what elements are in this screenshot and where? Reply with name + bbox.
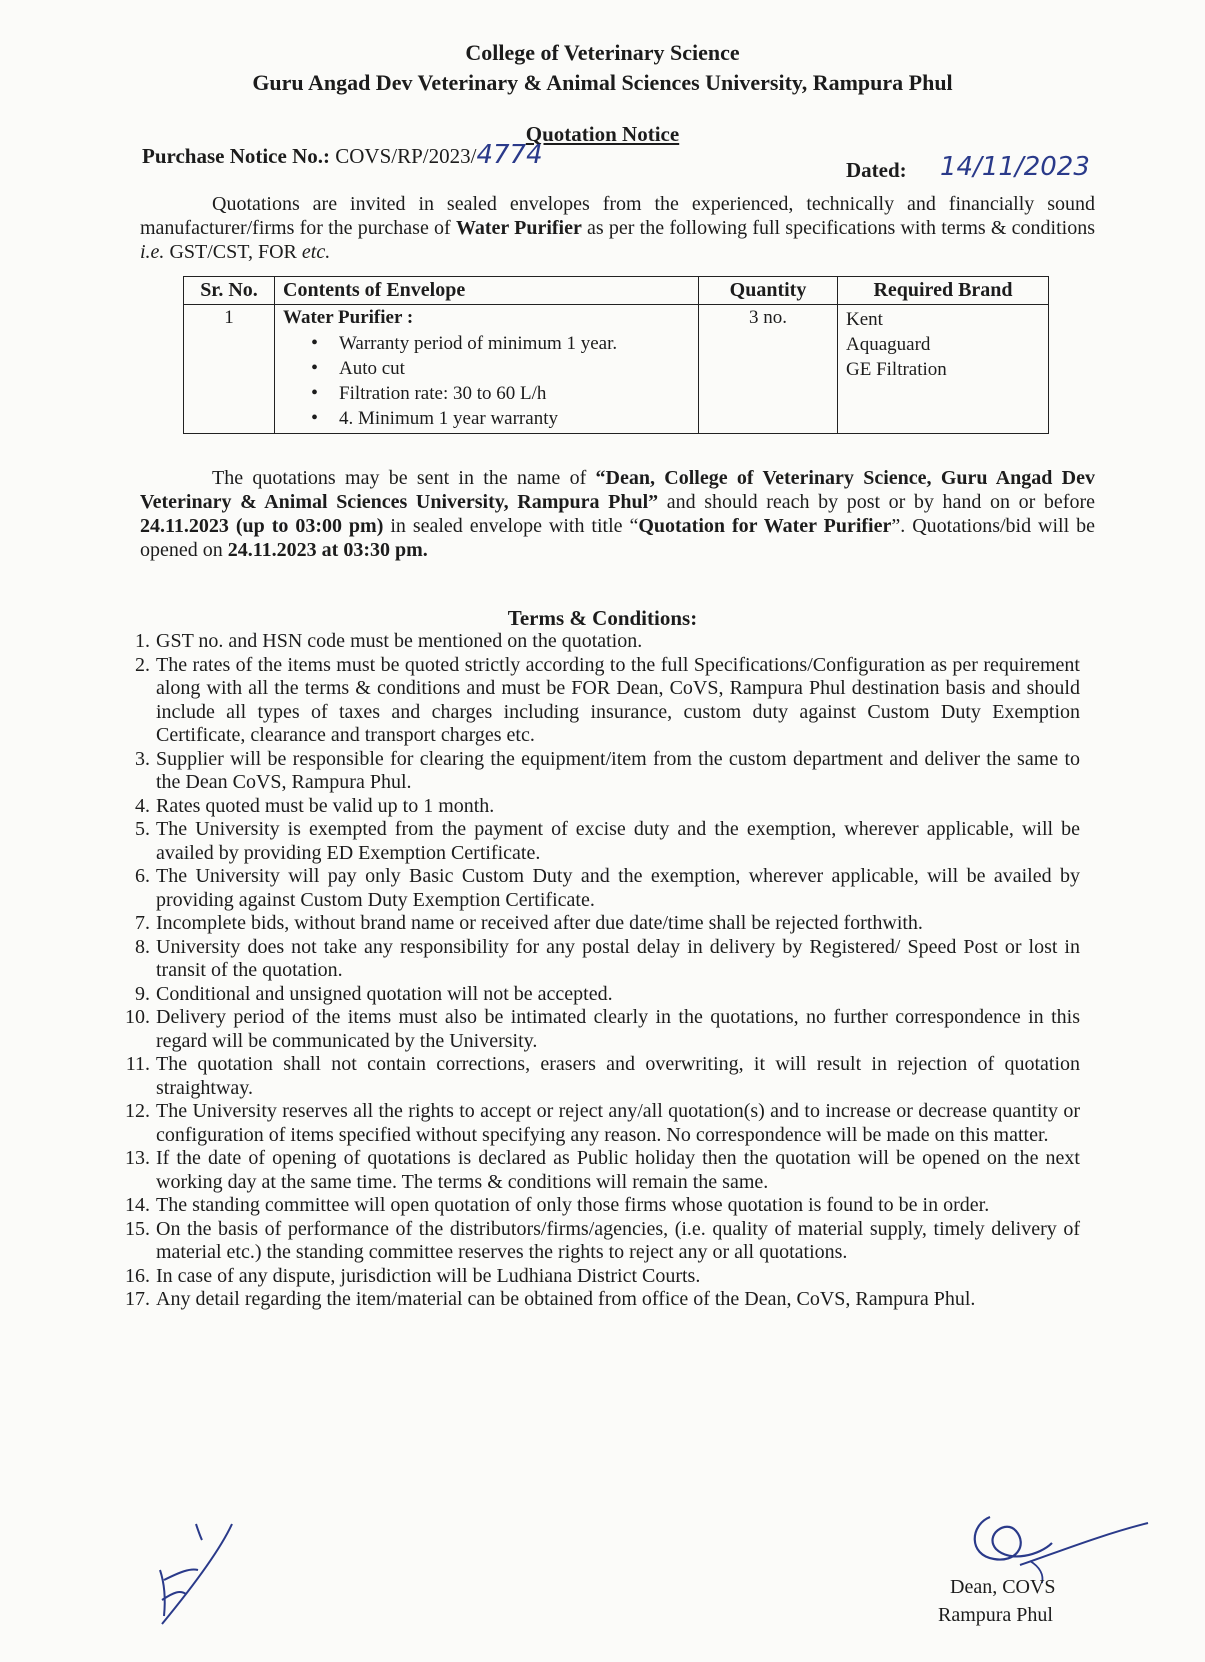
instr-text: and should reach by post or by hand on or before — [658, 491, 1095, 513]
term-item — [120, 936, 1080, 983]
term-number: 14. — [125, 1194, 150, 1216]
term-text: Rates quoted must be valid up to 1 month. — [156, 794, 495, 817]
term-item — [120, 1288, 1080, 1312]
notice-title: Quotation Notice — [525, 122, 680, 146]
term-text: Any detail regarding the item/material can be obtained from office of the Dean, CoVS, Rampura Phul. — [156, 1288, 976, 1310]
term-item — [120, 818, 1080, 865]
terms-list — [120, 630, 1080, 1312]
instr-text: ”. Quotations/bid will be opened on — [140, 515, 1095, 561]
instr-envelope-title: Quotation for Water Purifier — [638, 515, 892, 537]
header-contents: Contents of Envelope — [275, 277, 699, 305]
term-text: Conditional and unsigned quotation will not be accepted. — [156, 982, 613, 1005]
spec-item: • Warranty period of minimum 1 year. — [311, 331, 690, 356]
spec-list — [283, 331, 690, 431]
instr-addressee: “Dean, College of Veterinary Science, Guru Angad Dev Veterinary & Animal Sciences University, Rampura Phul” — [140, 467, 1095, 513]
term-number: 17. — [125, 1288, 150, 1310]
term-number: 12. — [125, 1100, 150, 1122]
term-number: 6. — [135, 865, 150, 887]
term-text: Delivery period of the items must also be intimated clearly in the quotations, no further correspondence in this regard will be communicated by the University. — [156, 1006, 1080, 1052]
brand-item: Aquaguard — [846, 334, 931, 355]
signatory-title: Dean, COVS — [950, 1576, 1056, 1598]
purchase-notice-label: Purchase Notice No.: — [142, 144, 330, 168]
term-number: 11. — [125, 1053, 150, 1075]
term-item — [120, 654, 1080, 748]
intro-text: Quotations are invited in sealed envelopes from the experienced, technically and financially sound manufacturer/firms for the purchase of — [140, 193, 1095, 239]
term-number: 1. — [135, 630, 150, 652]
intro-ie: i.e. — [140, 241, 165, 263]
term-item — [120, 1194, 1080, 1218]
term-number: 3. — [135, 747, 150, 770]
term-item — [120, 1147, 1080, 1194]
term-number: 9. — [135, 982, 150, 1005]
instr-text: in sealed envelope with title “ — [383, 515, 639, 537]
term-item — [120, 1218, 1080, 1265]
term-text: The standing committee will open quotation of only those firms whose quotation is found to be in order. — [156, 1194, 990, 1216]
term-number: 4. — [135, 794, 150, 817]
terms-title: Terms & Conditions: — [507, 606, 698, 630]
term-text: GST no. and HSN code must be mentioned on the quotation. — [156, 630, 643, 652]
term-item — [120, 865, 1080, 912]
dated-handwritten-value: 14/11/2023 — [940, 152, 1090, 182]
term-item — [120, 1265, 1080, 1289]
spec-item: • Auto cut — [311, 356, 690, 381]
instr-text: The quotations may be sent in the name of — [212, 467, 596, 489]
header-required-brand: Required Brand — [838, 277, 1049, 305]
intro-tail: GST/CST, FOR — [164, 241, 302, 263]
term-item — [120, 983, 1080, 1007]
dated-label: Dated: — [846, 158, 907, 182]
brand-item: GE Filtration — [846, 359, 947, 380]
cell-contents — [275, 305, 699, 434]
purchase-notice-handwritten-number: 4774 — [476, 140, 543, 170]
term-item — [120, 1100, 1080, 1147]
intro-text-2: as per the following full specifications with terms & conditions — [581, 217, 1095, 239]
table-header-row — [184, 277, 1049, 305]
term-text: If the date of opening of quotations is declared as Public holiday then the quotation will be opened on the next working day at the same time. The terms & conditions will remain the same. — [156, 1147, 1080, 1193]
cell-sr-no: 1 — [184, 305, 275, 434]
term-number: 5. — [135, 818, 150, 840]
term-text: The University will pay only Basic Custom Duty and the exemption, wherever applicable, will be availed by providing against Custom Duty Exemption Certificate. — [156, 865, 1080, 911]
purchase-notice-prefix: COVS/RP/2023/ — [335, 144, 477, 168]
term-text: The quotation shall not contain corrections, erasers and overwriting, it will result in rejection of quotation straightway. — [156, 1053, 1080, 1099]
term-text: In case of any dispute, jurisdiction will be Ludhiana District Courts. — [156, 1264, 701, 1287]
spec-item: • 4. Minimum 1 year warranty — [311, 406, 690, 431]
term-item — [120, 1006, 1080, 1053]
term-text: The rates of the items must be quoted strictly according to the full Specifications/Configuration as per requirement along with all the terms & conditions and must be FOR Dean, CoVS, Rampura Phul destination basis and should include all types of taxes and charges including insurance, custom duty against Custom Duty Exemption Certificate, clearance and transport charges etc. — [156, 653, 1080, 746]
cell-brands — [838, 305, 1049, 434]
term-number: 10. — [125, 1006, 150, 1028]
term-text: The University reserves all the rights to accept or reject any/all quotation(s) and to increase or decrease quantity or configuration of items specified without specifying any reason. No correspondence will be made on this matter. — [156, 1100, 1080, 1146]
term-number: 2. — [135, 653, 150, 676]
term-number: 8. — [135, 935, 150, 958]
intro-item: Water Purifier — [455, 217, 582, 239]
term-text: Incomplete bids, without brand name or received after due date/time shall be rejected forthwith. — [156, 912, 923, 934]
term-item — [120, 748, 1080, 795]
term-text: On the basis of performance of the distributors/firms/agencies, (i.e. quality of material supply, timely delivery of material etc.) the standing committee reserves the rights to reject any or all quotations. — [156, 1217, 1080, 1263]
term-text: The University is exempted from the payment of excise duty and the exemption, wherever applicable, will be availed by providing ED Exemption Certificate. — [156, 818, 1080, 864]
term-number: 13. — [125, 1147, 150, 1169]
spec-item: • Filtration rate: 30 to 60 L/h — [311, 381, 690, 406]
college-name: College of Veterinary Science — [465, 40, 740, 65]
term-item — [120, 1053, 1080, 1100]
term-text: Supplier will be responsible for clearing the equipment/item from the custom department and deliver the same to the Dean CoVS, Rampura Phul. — [156, 747, 1080, 793]
term-text: University does not take any responsibility for any postal delay in delivery by Registered/ Speed Post or lost in transit of the quotation. — [156, 935, 1080, 981]
term-item — [120, 795, 1080, 819]
instr-deadline: 24.11.2023 (up to 03:00 pm) — [140, 515, 384, 537]
initials-signature — [150, 1520, 240, 1630]
term-item — [120, 912, 1080, 936]
intro-paragraph — [140, 192, 1095, 264]
instructions-paragraph — [140, 466, 1095, 562]
instr-opening-time: 24.11.2023 at 03:30 pm. — [227, 539, 428, 561]
header-sr-no: Sr. No. — [184, 277, 275, 305]
cell-quantity: 3 no. — [699, 305, 838, 434]
term-number: 15. — [125, 1217, 150, 1240]
term-item — [120, 630, 1080, 654]
intro-etc: etc. — [301, 241, 331, 263]
table-row — [184, 305, 1049, 434]
header-quantity: Quantity — [699, 277, 838, 305]
university-name: Guru Angad Dev Veterinary & Animal Sciences University, Rampura Phul — [252, 70, 953, 95]
signatory-place: Rampura Phul — [938, 1604, 1053, 1626]
items-table — [183, 276, 1049, 434]
term-number: 16. — [125, 1264, 150, 1287]
purchase-notice-number — [142, 140, 543, 170]
brand-item: Kent — [846, 309, 883, 330]
item-title: Water Purifier : — [283, 307, 414, 328]
term-number: 7. — [135, 912, 150, 934]
